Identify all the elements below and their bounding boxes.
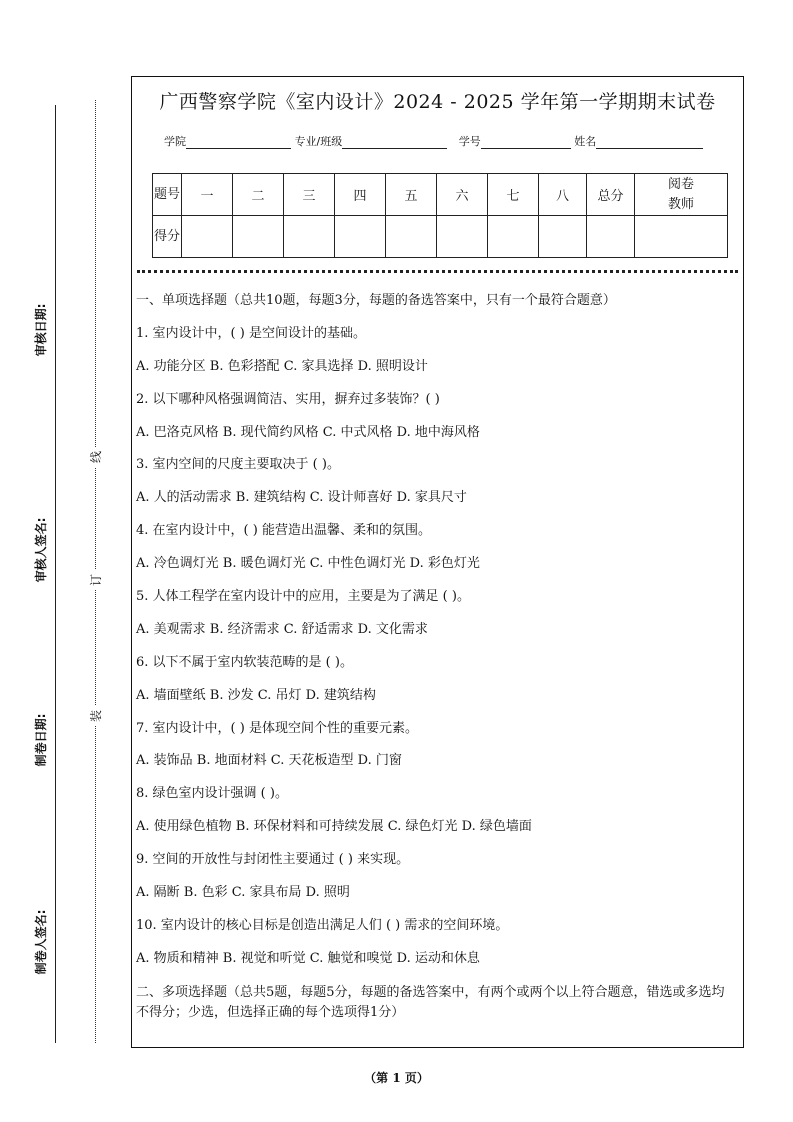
question-options: A. 装饰品 B. 地面材料 C. 天花板造型 D. 门窗 bbox=[136, 753, 402, 769]
exam-title: 广西警察学院《室内设计》2024 - 2025 学年第一学期期末试卷 bbox=[159, 91, 716, 113]
question-text: 10. 室内设计的核心目标是创造出满足人们 ( ) 需求的空间环境。 bbox=[136, 917, 509, 933]
question-options: A. 美观需求 B. 经济需求 C. 舒适需求 D. 文化需求 bbox=[136, 621, 428, 637]
score-col-2: 二 bbox=[233, 174, 284, 216]
score-header-label: 题号 bbox=[153, 174, 182, 216]
question-text: 9. 空间的开放性与封闭性主要通过 ( ) 来实现。 bbox=[136, 852, 410, 868]
section2-heading: 二、多项选择题（总共5题，每题5分，每题的备选答案中，有两个或两个以上符合题意，错选或多选均不得分；少选，但选择正确的每个选项得1分） bbox=[136, 984, 725, 1020]
score-cell[interactable] bbox=[233, 216, 284, 258]
question-text: 7. 室内设计中，( ) 是体现空间个性的重要元素。 bbox=[136, 720, 418, 736]
question-options: A. 人的活动需求 B. 建筑结构 C. 设计师喜好 D. 家具尺寸 bbox=[136, 490, 467, 506]
question-text: 8. 绿色室内设计强调 ( )。 bbox=[136, 786, 288, 802]
question-options: A. 功能分区 B. 色彩搭配 C. 家具选择 D. 照明设计 bbox=[136, 358, 428, 374]
score-col-7: 七 bbox=[488, 174, 539, 216]
sidebar-label-reviewer-signature: 审核人签名: bbox=[34, 517, 48, 583]
score-col-6: 六 bbox=[437, 174, 488, 216]
questions-area bbox=[136, 292, 746, 1023]
field-blank-major-class[interactable] bbox=[342, 136, 447, 149]
question-text: 1. 室内设计中，( ) 是空间设计的基础。 bbox=[136, 325, 366, 341]
score-cell[interactable] bbox=[386, 216, 437, 258]
sidebar-label-creator-signature: 制卷人签名: bbox=[34, 909, 48, 975]
question-options: A. 使用绿色植物 B. 环保材料和可持续发展 C. 绿色灯光 D. 绿色墙面 bbox=[136, 819, 532, 835]
binding-char-line: 线 bbox=[87, 447, 103, 467]
binding-char-bind: 订 bbox=[87, 570, 103, 590]
score-cell[interactable] bbox=[437, 216, 488, 258]
score-cell[interactable] bbox=[635, 216, 728, 258]
question-options: A. 冷色调灯光 B. 暖色调灯光 C. 中性色调灯光 D. 彩色灯光 bbox=[136, 556, 480, 572]
score-col-total: 总分 bbox=[587, 174, 635, 216]
field-blank-college[interactable] bbox=[186, 136, 291, 149]
question-options: A. 墙面壁纸 B. 沙发 C. 吊灯 D. 建筑结构 bbox=[136, 687, 376, 703]
score-table bbox=[152, 173, 728, 258]
question-options: A. 隔断 B. 色彩 C. 家具布局 D. 照明 bbox=[136, 885, 350, 901]
field-blank-name[interactable] bbox=[596, 136, 703, 149]
sidebar-label-review-date: 审核日期: bbox=[34, 303, 48, 357]
binding-solid-line bbox=[55, 105, 56, 1043]
binding-char-mount: 装 bbox=[87, 706, 103, 726]
field-label-student-id: 学号 bbox=[458, 135, 481, 148]
score-col-grader: 阅卷教师 bbox=[635, 174, 728, 216]
sidebar-label-creation-date: 制卷日期: bbox=[34, 713, 48, 767]
page-number: （第 1 页） bbox=[364, 1071, 429, 1085]
score-cell[interactable] bbox=[335, 216, 386, 258]
field-blank-student-id[interactable] bbox=[481, 136, 571, 149]
score-cell[interactable] bbox=[539, 216, 587, 258]
field-label-name: 姓名 bbox=[574, 135, 597, 148]
dotted-separator bbox=[137, 270, 738, 273]
question-text: 4. 在室内设计中，( ) 能营造出温馨、柔和的氛围。 bbox=[136, 523, 431, 539]
question-text: 6. 以下不属于室内软装范畴的是 ( )。 bbox=[136, 654, 353, 670]
score-cell[interactable] bbox=[587, 216, 635, 258]
score-row-label: 得分 bbox=[153, 216, 182, 258]
student-info-row bbox=[164, 133, 703, 149]
question-options: A. 巴洛克风格 B. 现代简约风格 C. 中式风格 D. 地中海风格 bbox=[136, 424, 480, 440]
score-cell[interactable] bbox=[488, 216, 539, 258]
score-col-5: 五 bbox=[386, 174, 437, 216]
section1-heading: 一、单项选择题（总共10题，每题3分，每题的备选答案中，只有一个最符合题意） bbox=[136, 293, 616, 308]
question-options: A. 物质和精神 B. 视觉和听觉 C. 触觉和嗅觉 D. 运动和休息 bbox=[136, 950, 480, 966]
field-label-college: 学院 bbox=[164, 135, 186, 148]
score-col-8: 八 bbox=[539, 174, 587, 216]
question-text: 3. 室内空间的尺度主要取决于 ( )。 bbox=[136, 457, 340, 473]
score-cell[interactable] bbox=[284, 216, 335, 258]
field-label-major-class: 专业/班级 bbox=[294, 135, 343, 148]
question-text: 2. 以下哪种风格强调简洁、实用，摒弃过多装饰？( ) bbox=[136, 391, 440, 407]
score-col-4: 四 bbox=[335, 174, 386, 216]
score-col-3: 三 bbox=[284, 174, 335, 216]
score-cell[interactable] bbox=[182, 216, 233, 258]
score-col-1: 一 bbox=[182, 174, 233, 216]
question-text: 5. 人体工程学在室内设计中的应用，主要是为了满足 ( )。 bbox=[136, 589, 470, 605]
